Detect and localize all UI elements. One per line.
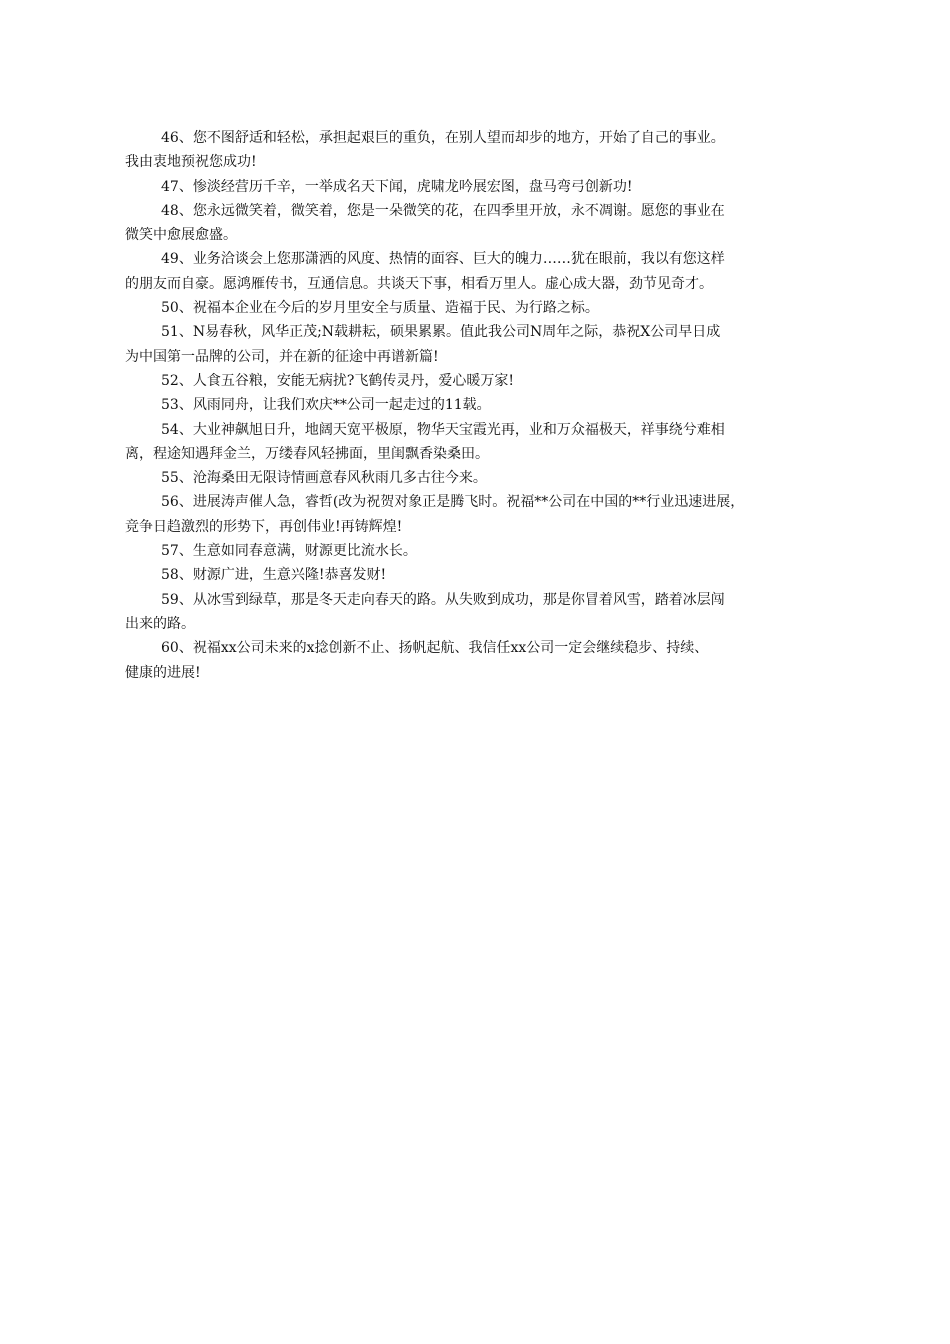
wish-51-line-2: 为中国第一品牌的公司，并在新的征途中再谱新篇!	[125, 348, 439, 365]
wish-59-line-1: 59、从冰雪到绿草，那是冬天走向春天的路。从失败到成功，那是你冒着风雪，踏着冰层闯	[161, 591, 725, 608]
wish-47-line-1: 47、惨淡经营历千辛，一举成名天下闻，虎啸龙吟展宏图，盘马弯弓创新功!	[161, 178, 633, 195]
wish-60-line-2: 健康的进展!	[125, 664, 201, 681]
wish-55	[143, 466, 833, 490]
wish-56-line-2: 竞争日趋激烈的形势下，再创伟业!再铸辉煌!	[125, 518, 403, 535]
wish-58	[143, 563, 833, 587]
wish-52-line-1: 52、人食五谷粮，安能无病扰?飞鹤传灵丹，爱心暖万家!	[161, 372, 514, 389]
wish-56	[125, 490, 833, 539]
wish-50-line-1: 50、祝福本企业在今后的岁月里安全与质量、造福于民、为行路之标。	[161, 300, 599, 317]
wish-58-line-1: 58、财源广进，生意兴隆!恭喜发财!	[161, 567, 387, 584]
wish-48-line-1: 48、您永远微笑着，微笑着，您是一朵微笑的花，在四季里开放，永不凋谢。愿您的事业在	[161, 202, 725, 219]
wish-49-line-1: 49、业务洽谈会上您那潇洒的风度、热情的面容、巨大的魄力……犹在眼前，我以有您这样	[161, 251, 725, 268]
wish-46-line-1: 46、您不图舒适和轻松，承担起艰巨的重负，在别人望而却步的地方，开始了自己的事业。	[161, 130, 725, 146]
wish-53	[143, 393, 833, 417]
wish-54-line-2: 离，程途知遇拜金兰，万缕春风轻拂面，里闺飘香染桑田。	[125, 445, 489, 462]
wish-54	[125, 418, 833, 467]
wish-47	[143, 175, 833, 199]
wish-51	[125, 320, 833, 369]
wish-60-line-1: 60、祝福xx公司未来的x捻创新不止、扬帆起航、我信任xx公司一定会继续稳步、持续、	[161, 640, 709, 657]
wish-59-line-2: 出来的路。	[125, 615, 195, 632]
wish-54-line-1: 54、大业神飙旭日升，地阔天宽平极原，物华天宝霞光再，业和万众福极天，祥事绕兮难相	[161, 421, 725, 438]
wish-60	[125, 636, 833, 685]
wish-49	[125, 247, 833, 296]
wish-49-line-2: 的朋友而自豪。愿鸿雁传书，互通信息。共谈天下事，相看万里人。虚心成大器，劲节见奇才。	[125, 275, 713, 292]
wish-56-line-1: 56、进展涛声催人急，睿哲(改为祝贺对象正是腾飞时。祝福**公司在中国的**行业迅速进展，	[161, 494, 745, 511]
wish-46-line-2: 我由衷地预祝您成功!	[125, 154, 257, 171]
wish-53-line-1: 53、风雨同舟，让我们欢庆**公司一起走过的11载。	[161, 397, 491, 414]
document-body	[125, 126, 833, 685]
wish-55-line-1: 55、沧海桑田无限诗情画意春风秋雨几多古往今来。	[161, 470, 487, 487]
wish-51-line-1: 51、N易春秋，风华正茂;N载耕耘，硕果累累。值此我公司N周年之际，恭祝X公司早日成	[161, 324, 721, 341]
wish-46	[125, 126, 833, 175]
wish-48	[125, 199, 833, 248]
wish-52	[143, 369, 833, 393]
wish-59	[125, 588, 833, 637]
wish-57-line-1: 57、生意如同春意满，财源更比流水长。	[161, 543, 417, 560]
wish-57	[143, 539, 833, 563]
wish-50	[143, 296, 833, 320]
wish-48-line-2: 微笑中愈展愈盛。	[125, 227, 237, 244]
